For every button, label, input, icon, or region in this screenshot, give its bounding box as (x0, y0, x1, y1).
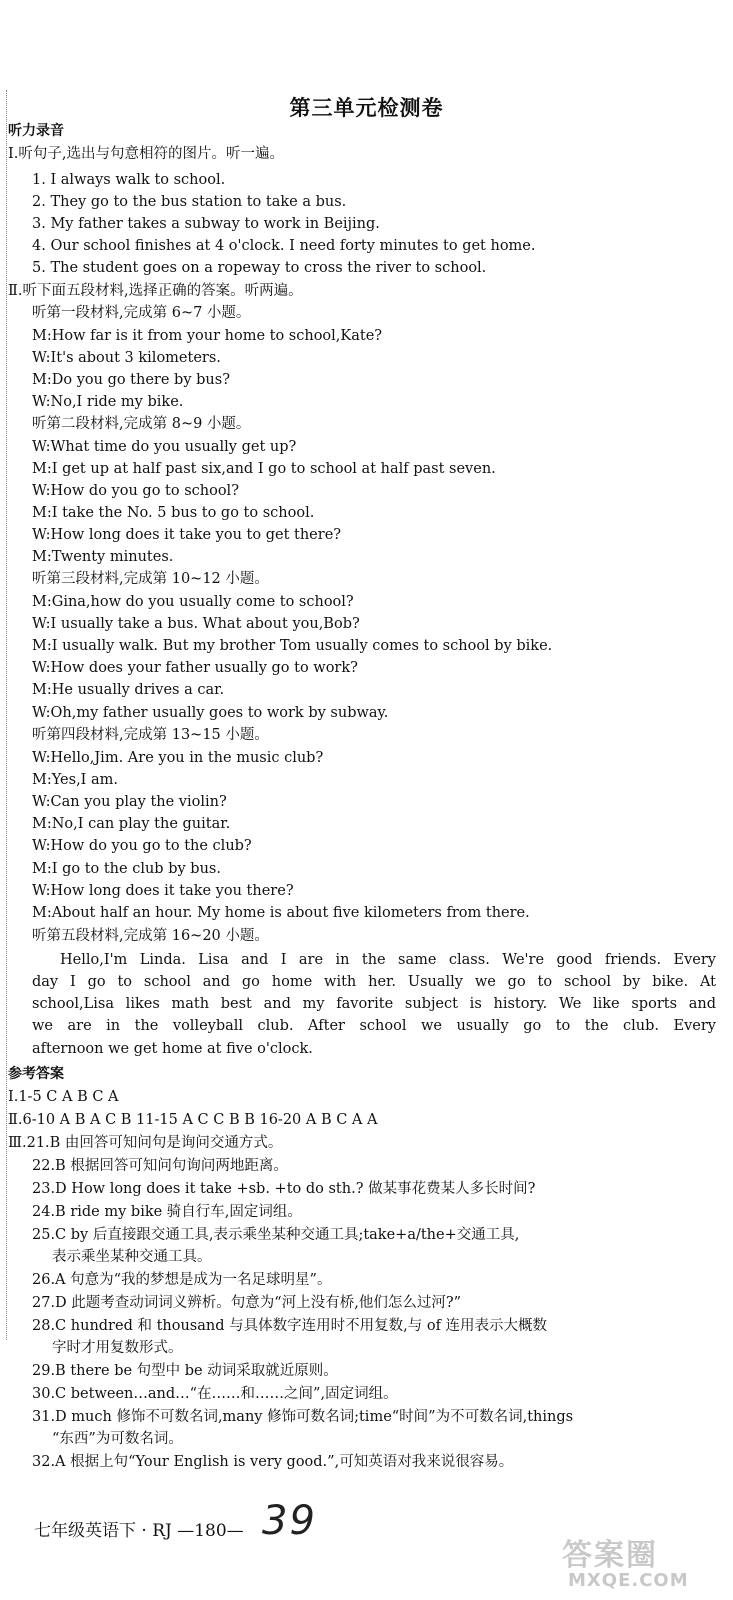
text-line: M:No,I can play the guitar. (32, 816, 231, 832)
text-line: M:I get up at half past six,and I go to school at half past seven. (32, 461, 496, 477)
text-line: 听第三段材料,完成第 10~12 小题。 (32, 571, 269, 587)
text-line: M:I go to the club by bus. (32, 861, 221, 877)
text-line: 3. My father takes a subway to work in Beijing. (32, 216, 380, 232)
text-line: W:How do you go to school? (32, 483, 239, 499)
text-line: 24.B ride my bike 骑自行车,固定词组。 (32, 1204, 302, 1220)
text-line: 25.C by 后直接跟交通工具,表示乘坐某种交通工具;take+a/the+交通工具, (32, 1227, 520, 1243)
text-line: Ⅱ.听下面五段材料,选择正确的答案。听两遍。 (8, 283, 303, 299)
text-line: 听第二段材料,完成第 8~9 小题。 (32, 416, 251, 432)
text-line: 参考答案 (8, 1066, 64, 1082)
text-line: W:How long does it take you there? (32, 883, 294, 899)
text-line: W:I usually take a bus. What about you,Bob? (32, 616, 360, 632)
text-line: M:He usually drives a car. (32, 682, 225, 698)
text-line: 32.A 根据上句“Your English is very good.”,可知英语对我来说很容易。 (32, 1454, 514, 1470)
text-line: W:How do you go to the club? (32, 838, 252, 854)
text-line: school,Lisa likes math best and my favorite subject is history. We like sports and (32, 996, 716, 1012)
text-line: 听第一段材料,完成第 6~7 小题。 (32, 305, 251, 321)
text-line: W:No,I ride my bike. (32, 394, 184, 410)
text-line: M:How far is it from your home to school,Kate? (32, 328, 383, 344)
text-line: Ⅱ.6-10 A B A C B 11-15 A C C B B 16-20 A B C A A (8, 1112, 378, 1128)
text-line: 5. The student goes on a ropeway to cross the river to school. (32, 260, 487, 276)
text-line: M:Do you go there by bus? (32, 372, 230, 388)
text-line: M:Yes,I am. (32, 772, 119, 788)
text-line: M:Gina,how do you usually come to school? (32, 594, 354, 610)
text-line: 27.D 此题考查动词词义辨析。句意为“河上没有桥,他们怎么过河?” (32, 1295, 462, 1311)
text-line: 22.B 根据回答可知问句询问两地距离。 (32, 1158, 288, 1174)
text-line: 26.A 句意为“我的梦想是成为一名足球明星”。 (32, 1272, 332, 1288)
text-line: 4. Our school finishes at 4 o'clock. I need forty minutes to get home. (32, 238, 536, 254)
text-line: 30.C between…and…“在……和……之间”,固定词组。 (32, 1386, 398, 1402)
text-line: Ⅲ.21.B 由回答可知问句是询问交通方式。 (8, 1135, 283, 1151)
text-line: M:Twenty minutes. (32, 549, 174, 565)
text-line: W:Oh,my father usually goes to work by subway. (32, 705, 389, 721)
text-line: W:How long does it take you to get there? (32, 527, 342, 543)
text-line: 2. They go to the bus station to take a bus. (32, 194, 347, 210)
watermark-url: MXQE.COM (568, 1570, 689, 1591)
text-line: 听第四段材料,完成第 13~15 小题。 (32, 727, 269, 743)
page-title: 第三单元检测卷 (289, 95, 444, 120)
watermark-text: 答案圈 (562, 1538, 658, 1573)
text-line: 字时才用复数形式。 (52, 1340, 183, 1356)
handwritten-page-number: 39 (262, 1498, 317, 1544)
text-line: W:How does your father usually go to work? (32, 660, 358, 676)
text-line: 表示乘坐某种交通工具。 (52, 1249, 212, 1265)
text-line: 1. I always walk to school. (32, 172, 226, 188)
text-line: M:I take the No. 5 bus to go to school. (32, 505, 315, 521)
text-line: day I go to school and go home with her. Usually we go to school by bike. At (32, 974, 716, 990)
page-footer: 七年级英语下 · RJ —180— (34, 1521, 244, 1541)
text-line: “东西”为可数名词。 (52, 1431, 183, 1447)
text-line: 29.B there be 句型中 be 动词采取就近原则。 (32, 1363, 338, 1379)
text-line: Ⅰ.1-5 C A B C A (8, 1089, 119, 1105)
text-line: 28.C hundred 和 thousand 与具体数字连用时不用复数,与 of 连用表示大概数 (32, 1318, 548, 1334)
text-line: M:I usually walk. But my brother Tom usually comes to school by bike. (32, 638, 553, 654)
text-line: 23.D How long does it take +sb. +to do sth.? 做某事花费某人多长时间? (32, 1181, 536, 1197)
text-line: 听第五段材料,完成第 16~20 小题。 (32, 928, 269, 944)
text-line: we are in the volleyball club. After school we usually go to the club. Every (32, 1018, 716, 1034)
text-line: 听力录音 (8, 123, 64, 139)
text-line: Ⅰ.听句子,选出与句意相符的图片。听一遍。 (8, 146, 284, 162)
text-line: W:Hello,Jim. Are you in the music club? (32, 750, 324, 766)
site-watermark-logo (548, 1530, 724, 1594)
text-line: W:It's about 3 kilometers. (32, 350, 221, 366)
margin-dotted-line (6, 90, 7, 1340)
text-line: Hello,I'm Linda. Lisa and I are in the same class. We're good friends. Every (60, 952, 716, 968)
text-line: M:About half an hour. My home is about five kilometers from there. (32, 905, 530, 921)
text-line: 31.D much 修饰不可数名词,many 修饰可数名词;time“时间”为不可数名词,things (32, 1409, 574, 1425)
text-line: afternoon we get home at five o'clock. (32, 1041, 313, 1057)
text-line: W:Can you play the violin? (32, 794, 227, 810)
text-line: W:What time do you usually get up? (32, 439, 297, 455)
